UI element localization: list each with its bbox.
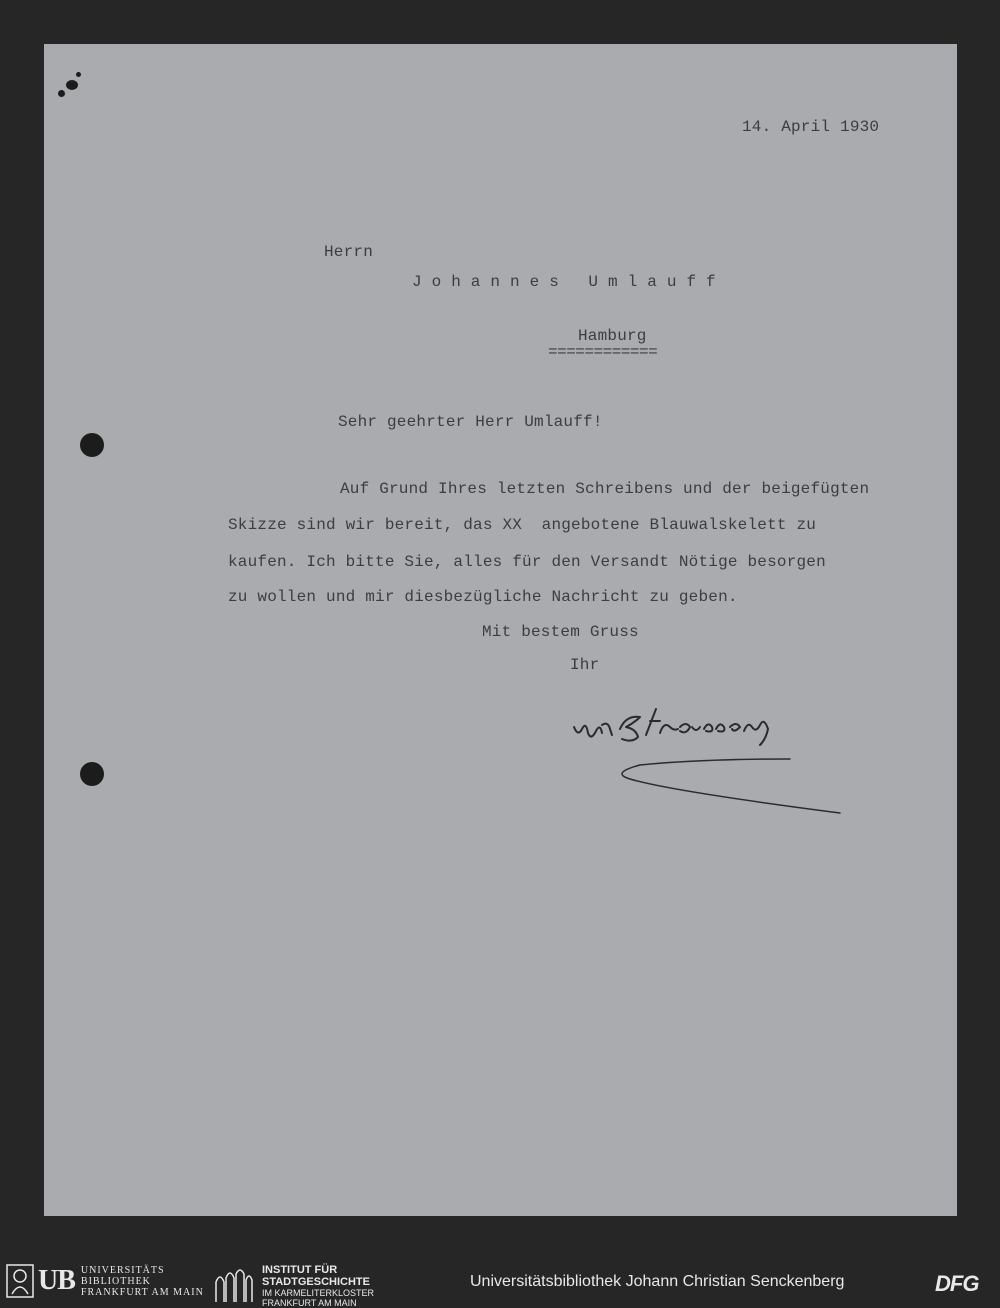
body-line: kaufen. Ich bitte Sie, alles für den Versandt Nötige besorgen xyxy=(228,553,826,571)
institut-logo xyxy=(214,1264,374,1308)
ub-logo xyxy=(6,1264,204,1298)
letter-closing-ihr: Ihr xyxy=(570,656,600,674)
recipient-name: J o h a n n e s U m l a u f f xyxy=(412,273,716,291)
arches-icon xyxy=(214,1268,254,1304)
letter-greeting: Sehr geehrter Herr Umlauff! xyxy=(338,413,603,431)
salutation-prefix: Herrn xyxy=(324,243,374,261)
body-line: Skizze sind wir bereit, das XX angebotene Blauwalskelett zu xyxy=(228,516,817,534)
punch-hole-bottom xyxy=(80,762,104,786)
ub-mark: UB xyxy=(38,1265,75,1296)
body-line: zu wollen und mir diesbezügliche Nachricht zu geben. xyxy=(228,588,738,606)
archive-footer xyxy=(0,1216,1000,1308)
institut-text: INSTITUT FÜR STADTGESCHICHTE IM KARMELITERKLOSTER FRANKFURT AM MAIN xyxy=(262,1264,375,1308)
body-line: Auf Grund Ihres letzten Schreibens und der beigefügten xyxy=(340,480,870,498)
dfg-logo: DFG xyxy=(935,1271,979,1296)
letter-date: 14. April 1930 xyxy=(742,118,880,136)
ub-text: UNIVERSITÄTS BIBLIOTHEK FRANKFURT AM MAIN xyxy=(80,1264,204,1298)
city-underline: ============ xyxy=(548,343,658,361)
stain-mark xyxy=(66,80,78,90)
punch-hole-top xyxy=(80,433,104,457)
letter-closing: Mit bestem Gruss xyxy=(482,623,639,641)
handwritten-signature xyxy=(560,705,860,815)
stain-mark xyxy=(76,72,81,77)
goethe-portrait-icon xyxy=(6,1264,34,1298)
recipient-city: Hamburg xyxy=(578,327,647,345)
library-name: Universitätsbibliothek Johann Christian Senckenberg xyxy=(470,1273,845,1290)
stain-mark xyxy=(58,90,65,97)
